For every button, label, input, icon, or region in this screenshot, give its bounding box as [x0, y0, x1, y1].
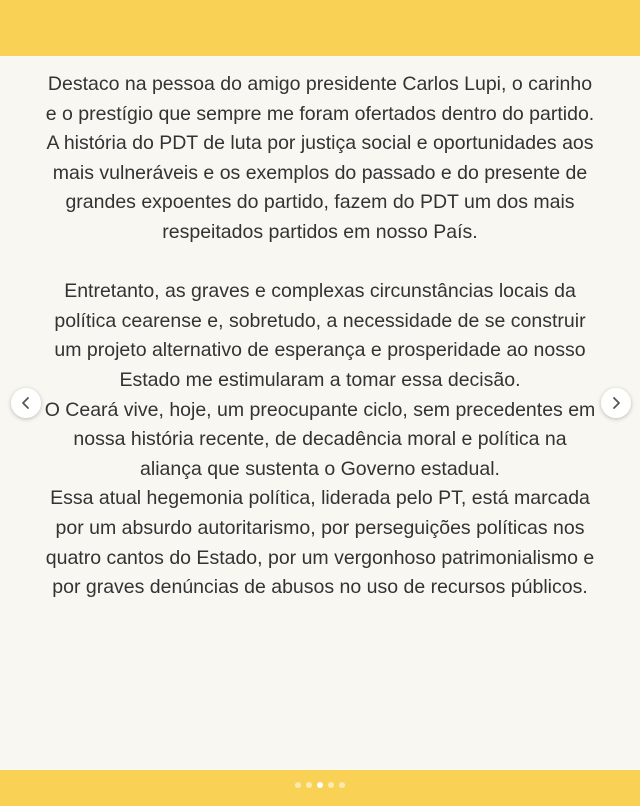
paragraph-ceara-circumstances: Entretanto, as graves e complexas circunstâncias locais da política cearense e, sobretudo, a necessidade de se construir um projeto alternativo de esperança e prosperidade ao nosso Estado me estimularam a tomar essa decisão.	[54, 280, 586, 391]
chevron-left-icon	[19, 396, 33, 410]
paragraph-lupi: Destaco na pessoa do amigo presidente Carlos Lupi, o carinho e o prestígio que sempre me foram ofertados dentro do partido.	[45, 73, 595, 125]
paragraph-pdt-history: A história do PDT de luta por justiça social e oportunidades aos mais vulneráveis e os exemplos do passado e do presente de grandes expoentes do partido, fazem do PDT um dos mais respeitados partidos em nosso País.	[46, 132, 594, 243]
paragraph-hegemony: Essa atual hegemonia política, liderada pelo PT, está marcada por um absurdo autoritarismo, por perseguições políticas nos quatro cantos do Estado, por um vergonhoso patrimonialismo e por graves denúncias de abusos no uso de recursos públicos.	[45, 487, 595, 599]
next-slide-button[interactable]	[601, 388, 631, 418]
pagination-dot-active[interactable]	[317, 782, 323, 788]
carousel-pagination	[0, 782, 640, 790]
pagination-dot[interactable]	[328, 782, 334, 788]
paragraph-spacer	[40, 248, 600, 278]
paragraph-ceara-cycle: O Ceará vive, hoje, um preocupante ciclo, sem precedentes em nossa história recente, de decadência moral e política na aliança que sustenta o Governo estadual.	[44, 398, 596, 480]
post-text-block	[40, 70, 600, 603]
chevron-right-icon	[609, 396, 623, 410]
pagination-dot[interactable]	[339, 782, 345, 788]
pagination-dot[interactable]	[306, 782, 312, 788]
previous-slide-button[interactable]	[11, 388, 41, 418]
top-yellow-band	[0, 0, 640, 56]
pagination-dot[interactable]	[295, 782, 301, 788]
